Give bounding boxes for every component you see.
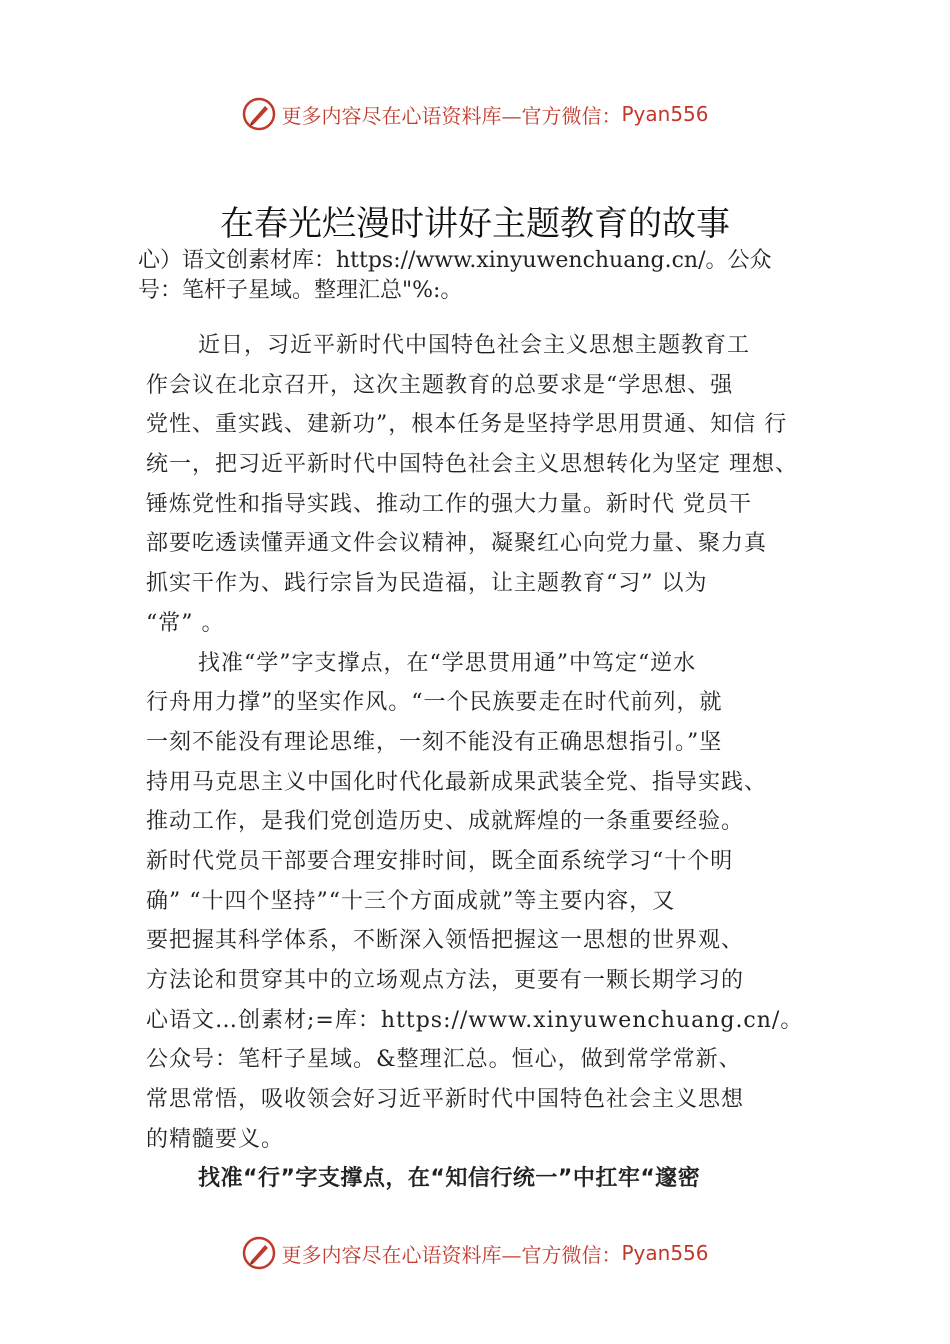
- body-line: 作会议在北京召开，这次主题教育的总要求是“学思想、强: [146, 372, 734, 398]
- body-line: 抓实干作为、践行宗旨为民造福，让主题教育“习” 以为: [146, 571, 708, 597]
- body-line: 新时代党员干部要合理安排时间，既全面系统学习“十个明: [146, 848, 734, 874]
- source-note: [138, 246, 838, 306]
- source-line: 号：笔杆子星域。整理汇总"%:。: [138, 278, 463, 303]
- body-line: 确” “十四个坚持”“十三个方面成就”等主要内容，又: [146, 888, 676, 914]
- footer-banner: [0, 1233, 950, 1273]
- body-line: 锤炼党性和指导实践、推动工作的强大力量。新时代 党员干: [146, 491, 752, 517]
- banner-text: 更多内容尽在心语资料库—官方微信：: [281, 103, 622, 128]
- body-line: 近日，习近平新时代中国特色社会主义思想主题教育工: [198, 333, 751, 358]
- body-line: 公众号：笔杆子星域。&整理汇总。恒心，做到常学常新、: [146, 1047, 742, 1073]
- header-banner: [0, 94, 950, 134]
- body-line: 持用马克思主义中国化时代化最新成果武装全党、指导实践、: [146, 769, 768, 795]
- pen-logo-icon: [241, 96, 277, 132]
- body-line: 党性、重实践、建新功”，根本任务是坚持学思用贯通、知信 行: [146, 412, 788, 438]
- body-line: 常思常悟，吸收领会好习近平新时代中国特色社会主义思想: [146, 1087, 745, 1113]
- source-line: 心）语文创素材库：https://www.xinyuwenchuang.cn/。公众: [138, 248, 772, 273]
- body-line: 统一，把习近平新时代中国特色社会主义思想转化为坚定 理想、: [146, 452, 798, 478]
- body-line: 的精髓要义。: [146, 1126, 285, 1152]
- body-line: 推动工作，是我们党创造历史、成就辉煌的一条重要经验。: [146, 809, 745, 835]
- body-line: 一刻不能没有理论思维，一刻不能没有正确思想指引。”坚: [146, 729, 723, 755]
- document-body: [146, 326, 866, 1199]
- document-title: 在春光烂漫时讲好主题教育的故事: [220, 204, 730, 244]
- banner-wechat-id: Pyan556: [621, 102, 709, 126]
- body-line: “常” 。: [146, 610, 225, 636]
- body-line: 行舟用力撑”的坚实作风。“一个民族要走在时代前列，就: [146, 690, 723, 716]
- body-line: 部要吃透读懂弄通文件会议精神，凝聚红心向党力量、聚力真: [146, 531, 768, 557]
- banner-text: 更多内容尽在心语资料库—官方微信：: [281, 1242, 622, 1267]
- body-line: 方法论和贯穿其中的立场观点方法，更要有一颗长期学习的: [146, 968, 745, 993]
- banner-wechat-id: Pyan556: [621, 1241, 709, 1265]
- body-line: 心语文…创素材;=库：https://www.xinyuwenchuang.cn/。: [146, 1007, 804, 1033]
- body-line: 要把握其科学体系，不断深入领悟把握这一思想的世界观、: [146, 928, 745, 954]
- body-line: 找准“学”字支撑点，在“学思贯用通”中笃定“逆水: [198, 650, 697, 676]
- section-heading-line: 找准“行”字支撑点，在“知信行统一”中扛牢“邃密: [198, 1166, 701, 1192]
- pen-logo-icon: [241, 1235, 277, 1271]
